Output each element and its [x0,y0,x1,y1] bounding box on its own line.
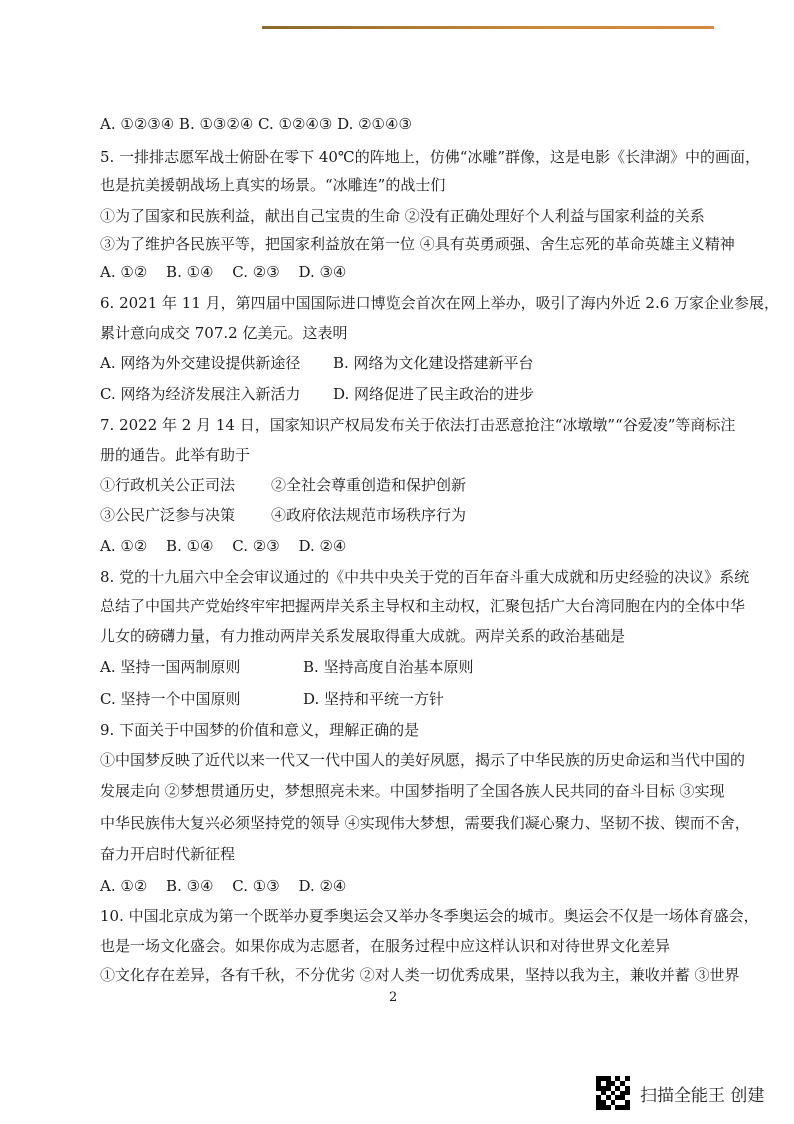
q9-item-3: 中华民族伟大复兴必须坚持党的领导 ④实现伟大梦想，需要我们凝心聚力、坚韧不拔、锲而不舍， [100,814,750,832]
brand-text: 扫描全能王 创建 [640,1085,765,1106]
q7-option-a: A. ①② [100,537,148,555]
q7-option-d: D. ②④ [298,537,347,555]
q9-stem: 9. 下面关于中国梦的价值和意义，理解正确的是 [100,721,420,739]
q7-item-3: ③公民广泛参与决策 [100,506,236,524]
q8-option-b: B. 坚持高度自治基本原则 [303,658,474,676]
q9-options [100,877,360,895]
q8-option-a: A. 坚持一国两制原则 [100,658,241,676]
q5-option-b: B. ①④ [166,263,214,281]
q9-option-d: D. ②④ [298,877,347,895]
q8-stem-1: 8. 党的十九届六中全会审议通过的《中共中央关于党的百年奋斗重大成就和历史经验的决议》系统 [100,568,750,586]
q7-option-c: C. ②③ [232,537,280,555]
q8-stem-3: 儿女的磅礴力量，有力推动两岸关系发展取得重大成就。两岸关系的政治基础是 [100,627,626,645]
q10-item-1: ①文化存在差异，各有千秋，不分优劣 ②对人类一切优秀成果，坚持以我为主，兼收并蓄 ③世界 [100,966,740,984]
q6-option-b: B. 网络为文化建设搭建新平台 [333,354,534,372]
header-rule [262,26,714,29]
page-number: 2 [389,990,398,1005]
q6-stem-1: 6. 2021 年 11 月，第四届中国国际进口博览会首次在网上举办，吸引了海内外近 2.6 万家企业参展， [100,294,780,312]
q9-item-4: 奋力开启时代新征程 [100,845,236,863]
qr-code-icon [596,1076,630,1110]
q5-option-c: C. ②③ [232,263,280,281]
q9-item-1: ①中国梦反映了近代以来一代又一代中国人的美好夙愿，揭示了中华民族的历史命运和当代中国的 [100,751,746,769]
q7-option-b: B. ①④ [166,537,214,555]
q10-stem-2: 也是一场文化盛会。如果你成为志愿者，在服务过程中应这样认识和对待世界文化差异 [100,937,671,955]
q7-options [100,537,360,555]
q9-option-b: B. ③④ [166,877,214,895]
q7-item-4: ④政府依法规范市场秩序行为 [271,506,467,524]
q9-option-a: A. ①② [100,877,148,895]
q6-option-a: A. 网络为外交建设提供新途径 [100,354,301,372]
q5-stem-2: 也是抗美援朝战场上真实的场景。“冰雕连”的战士们 [100,176,446,194]
q8-option-d: D. 坚持和平统一方针 [303,690,445,708]
q10-stem-1: 10. 中国北京成为第一个既举办夏季奥运会又举办冬季奥运会的城市。奥运会不仅是一场体育盛会， [100,907,759,925]
q6-option-c: C. 网络为经济发展注入新活力 [100,385,301,403]
scanner-watermark [596,1076,764,1110]
q7-item-1: ①行政机关公正司法 [100,476,236,494]
q8-option-c: C. 坚持一个中国原则 [100,690,241,708]
q5-options [100,263,360,281]
q5-stem-1: 5. 一排排志愿军战士俯卧在零下 40℃的阵地上，仿佛“冰雕”群像，这是电影《长津湖》中的画面， [100,148,761,166]
q7-stem-1: 7. 2022 年 2 月 14 日，国家知识产权局发布关于依法打击恶意抢注“冰墩墩”“谷爱凌”等商标注 [100,416,736,434]
q5-item-2: ③为了维护各民族平等，把国家利益放在第一位 ④具有英勇顽强、舍生忘死的革命英雄主义精神 [100,235,735,253]
q6-stem-2: 累计意向成交 707.2 亿美元。这表明 [100,324,348,342]
q9-item-2: 发展走向 ②梦想贯通历史，梦想照亮未来。中国梦指明了全国各族人民共同的奋斗目标 ③实现 [100,782,725,800]
q5-item-1: ①为了国家和民族利益，献出自己宝贵的生命 ②没有正确处理好个人利益与国家利益的关系 [100,207,705,225]
q5-option-a: A. ①② [100,263,148,281]
q5-option-d: D. ③④ [298,263,347,281]
q9-option-c: C. ①③ [232,877,280,895]
q4-options: A. ①②③④ B. ①③②④ C. ①②④③ D. ②①④③ [100,115,412,133]
q7-stem-2: 册的通告。此举有助于 [100,446,251,464]
q6-option-d: D. 网络促进了民主政治的进步 [333,385,535,403]
q8-stem-2: 总结了中国共产党始终牢牢把握两岸关系主导权和主动权，汇聚包括广大台湾同胞在内的全体中华 [100,597,746,615]
q7-item-2: ②全社会尊重创造和保护创新 [271,476,467,494]
